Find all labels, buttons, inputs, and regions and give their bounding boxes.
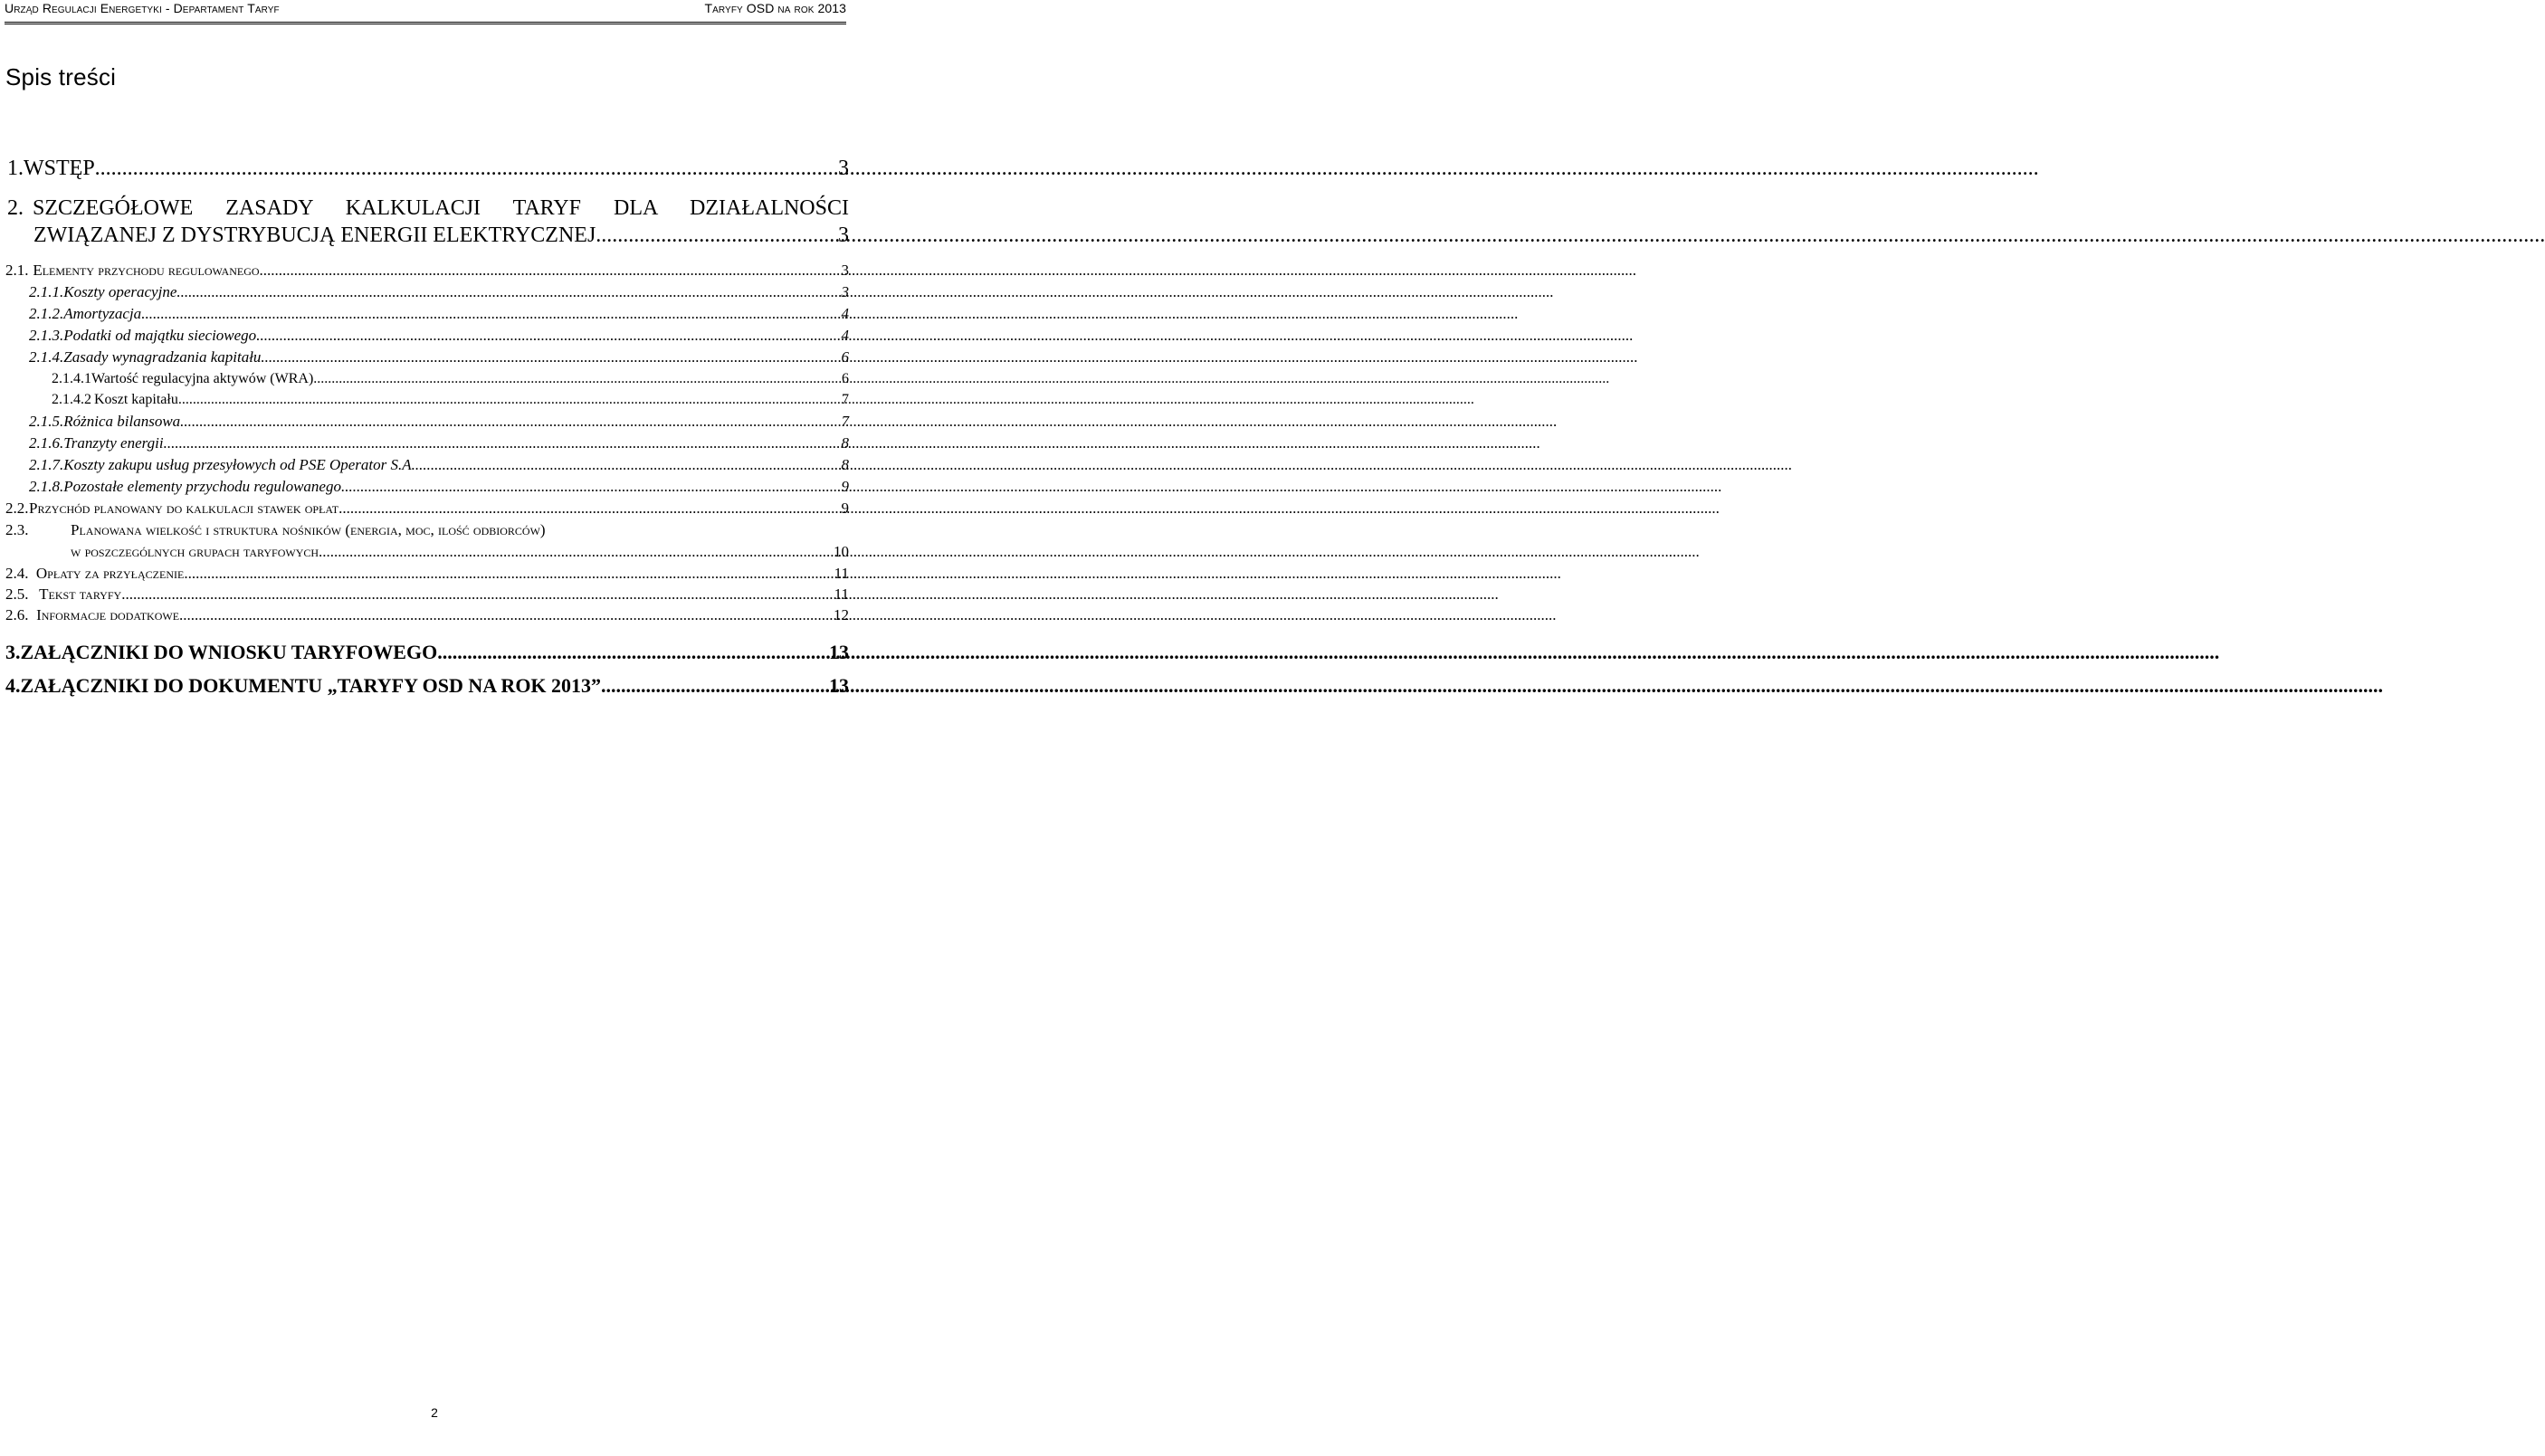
toc-entry-1[interactable]: [7, 157, 849, 181]
toc-entry-number: 2.6.: [5, 606, 29, 623]
toc-entry-number: 2.1.8.: [29, 478, 64, 495]
toc-entry-number: 2.2.: [5, 500, 29, 517]
toc-entry-page: 10: [834, 543, 849, 560]
toc-entry-text-continued: ZWIĄZANEJ Z DYSTRYBUCJĄ ENERGII ELEKTRYCZNEJ.: [33, 224, 602, 247]
toc-entry-number: 2.1.5.: [29, 413, 64, 430]
toc-entry-text: Wartość regulacyjna aktywów (WRA): [91, 371, 314, 386]
toc-entry-number: 2.1.: [5, 262, 29, 279]
toc-entry-2-1-8[interactable]: [29, 478, 849, 496]
toc-entry-text: Amortyzacja: [63, 305, 142, 322]
toc-entry-2-1-6[interactable]: [29, 434, 849, 452]
toc-entry-text: Elementy przychodu regulowanego: [33, 262, 260, 279]
toc-entry-text: Tekst taryfy: [39, 585, 122, 603]
toc-leader-dots: [180, 413, 839, 431]
toc-entry-text: Koszty zakupu usług przesyłowych od PSE Operator S.A.: [63, 456, 415, 473]
toc-title: Spis treści: [5, 63, 117, 90]
toc-leader-dots: [322, 543, 832, 561]
toc-entry-page: 6: [841, 348, 849, 366]
toc-entry-page: 13: [829, 674, 849, 697]
toc-leader-dots: [256, 327, 839, 345]
toc-entry-page: 7: [842, 392, 849, 407]
toc-entry-4[interactable]: [5, 674, 849, 698]
toc-entry-number: 2.1.2.: [29, 305, 64, 322]
toc-leader-dots: [313, 371, 840, 387]
toc-entry-page: 11: [834, 565, 849, 582]
toc-entry-2-1[interactable]: [5, 262, 849, 280]
toc-entry-2-1-4-1[interactable]: [52, 371, 849, 387]
toc-entry-number: 2.1.4.2: [52, 392, 91, 407]
toc-entry-number: 2.3.: [5, 521, 29, 538]
page-number: 2: [431, 1405, 438, 1420]
toc-entry-2-1-4-2[interactable]: [52, 392, 849, 408]
toc-entry-2-1-1[interactable]: [29, 283, 849, 301]
toc-entry-number: 4.: [5, 674, 21, 697]
toc-entry-2-3[interactable]: [5, 521, 849, 539]
toc-leader-dots: [437, 641, 827, 664]
toc-entry-number: 3.: [5, 641, 21, 663]
toc-entry-2-1-4[interactable]: [29, 348, 849, 366]
toc-leader-dots: [164, 434, 840, 452]
toc-entry-number: 2.4.: [5, 565, 29, 582]
toc-leader-dots: [261, 348, 839, 366]
header-right-text: Taryfy OSD na rok 2013: [704, 1, 846, 15]
toc-entry-number: 2.1.4.1: [52, 371, 91, 386]
toc-entry-2-5[interactable]: [5, 585, 849, 604]
toc-entry-text: Pozostałe elementy przychodu regulowanego.: [63, 478, 346, 495]
toc-leader-dots: [345, 478, 839, 496]
toc-entry-number: 2.: [7, 196, 24, 220]
toc-entry-text: ZAŁĄCZNIKI DO WNIOSKU TARYFOWEGO: [20, 641, 438, 663]
toc-entry-page: 9: [841, 500, 849, 517]
toc-entry-2-1-7[interactable]: [29, 456, 849, 474]
toc-entry-text: Zasady wynagradzania kapitału: [63, 348, 262, 366]
toc-entry-number: 2.1.7.: [29, 456, 64, 473]
toc-entry-2-1-2[interactable]: [29, 305, 849, 323]
toc-entry-text: Tranzyty energii: [63, 434, 164, 452]
toc-entry-2-4[interactable]: [5, 565, 849, 583]
toc-entry-text: Planowana wielkość i struktura nośników (energia, moc, ilość odbiorców): [71, 521, 546, 538]
toc-entry-text: Różnica bilansowa: [63, 413, 181, 430]
toc-entry-3[interactable]: [5, 641, 849, 664]
toc-entry-number: 1.: [7, 157, 24, 180]
header-left-text: Urząd Regulacji Energetyki - Departament Taryf: [5, 1, 280, 15]
toc-entry-2-6[interactable]: [5, 606, 849, 624]
page-header: [5, 0, 846, 24]
toc-entry-number: 2.1.1.: [29, 283, 64, 300]
toc-entry-number: 2.5.: [5, 585, 29, 603]
toc-entry-2-1-3[interactable]: [29, 327, 849, 345]
toc-leader-dots: [184, 565, 832, 583]
toc-entry-page: 4: [841, 327, 849, 344]
toc-entry-page: 3: [841, 283, 849, 300]
toc-entry-text: Opłaty za przyłączenie: [35, 565, 185, 582]
toc-entry-text: Informacje dodatkowe: [36, 606, 180, 623]
toc-leader-dots: [141, 305, 839, 323]
toc-leader-dots: [260, 262, 840, 280]
toc-entry-number: 2.1.6.: [29, 434, 64, 452]
toc-leader-dots: [179, 606, 832, 624]
toc-entry-2-1-5[interactable]: [29, 413, 849, 431]
toc-entry-page: 12: [834, 606, 849, 623]
toc-entry-page: 6: [842, 371, 849, 386]
toc-entry-page: 13: [829, 641, 849, 663]
toc-entry-2-3-continued[interactable]: [71, 543, 849, 561]
toc-leader-dots: [95, 157, 836, 181]
toc-entry-2-2[interactable]: [5, 500, 849, 518]
toc-entry-page: 4: [841, 305, 849, 322]
toc-entry-page: 7: [841, 413, 849, 430]
toc-leader-dots: [178, 392, 840, 408]
toc-entry-text-continued: w poszczególnych grupach taryfowych.: [71, 543, 323, 560]
toc-leader-dots: [342, 500, 839, 518]
toc-entry-number: 2.1.3.: [29, 327, 64, 344]
toc-entry-2-continued[interactable]: [33, 224, 849, 248]
toc-leader-dots: [601, 674, 827, 698]
toc-entry-text: SZCZEGÓŁOWE ZASADY KALKULACJI TARYF DLA DZIAŁALNOŚCI: [33, 196, 849, 220]
toc-leader-dots: [415, 456, 840, 474]
toc-entry-page: 9: [841, 478, 849, 495]
toc-entry-page: 11: [834, 585, 849, 603]
toc-leader-dots: [601, 224, 836, 248]
toc-entry-text: Przychód planowany do kalkulacji stawek opłat.: [28, 500, 343, 517]
toc-leader-dots: [176, 283, 839, 301]
toc-entry-page: 3: [841, 262, 849, 279]
toc-entry-page: 3: [838, 157, 849, 180]
toc-entry-text: Koszty operacyjne: [63, 283, 177, 300]
toc-entry-text: WSTĘP: [24, 157, 95, 180]
toc-leader-dots: [121, 585, 832, 604]
toc-entry-page: 8: [841, 434, 849, 452]
toc-entry-text: Koszt kapitału: [93, 392, 178, 407]
toc-entry-2[interactable]: [7, 196, 849, 221]
toc-entry-text: Podatki od majątku sieciowego: [63, 327, 257, 344]
toc-entry-page: 3: [838, 224, 849, 247]
toc-entry-page: 8: [841, 456, 849, 473]
toc-entry-number: 2.1.4.: [29, 348, 64, 366]
toc-entry-text: ZAŁĄCZNIKI DO DOKUMENTU „TARYFY OSD NA ROK 2013”: [20, 674, 602, 697]
